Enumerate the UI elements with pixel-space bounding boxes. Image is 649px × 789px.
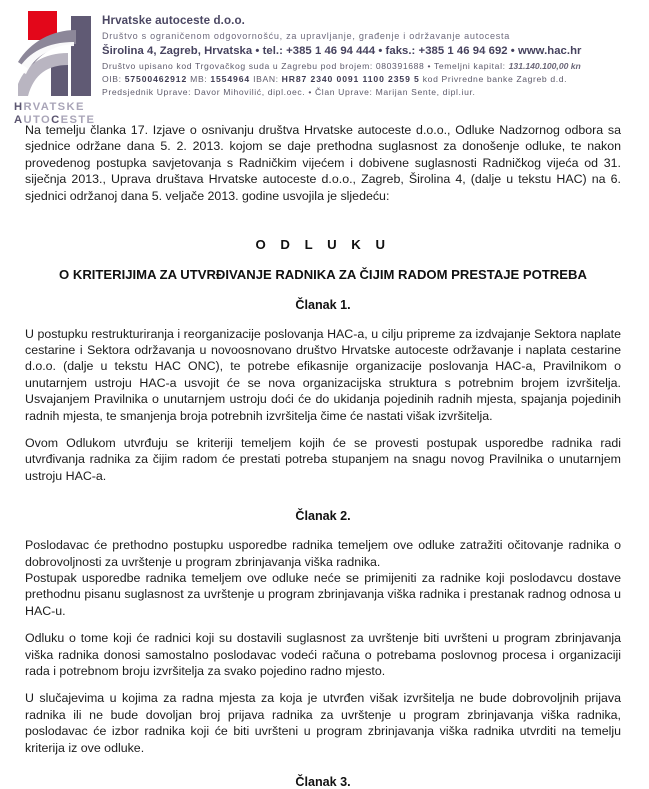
oib-label: OIB: [102, 74, 125, 84]
company-name: Hrvatske autoceste d.o.o. [102, 14, 245, 27]
spacer [25, 312, 621, 326]
article-2-heading: Članak 2. [295, 509, 351, 524]
mb-value: 1554964 [210, 74, 251, 84]
article-1-paragraph-1: U postupku restrukturiranja i reorganizacije poslovanja HAC-a, u cilju pripreme za izdvajanje Sektora naplate cestarine i Sektora održavanja u novoosnovano društvo Hrvatske autoceste održavanje i naplata cestarine d.o.o. (dalje u tekstu HAC ONC), te potrebe efikasnije organizacije poslovanja HAC-a, Pravilnikom o unutarnjem ustroju HAC-a usvojit će se nova organizacijska struktura s potrebnim brojem izvršitelja. Usvajanjem Pravilnika o unutarnjem ustroju doći će do ukidanja pojedinih radnih mjesta, spajanja pojedinih radnih mjesta, te smanjenja broja potrebnih izvršitelja čime će nastati višak izvršitelja. [25, 326, 621, 423]
article-2-paragraph-2: Postupak usporedbe radnika temeljem ove odluke neće se primijeniti za radnike koji poslodavcu dostave prethodnu pisanu suglasnost za uvrštenje u program zbrinjavanja viška radnika i prestanak radnog odnosa u HAC-u. [25, 571, 621, 618]
spacer [25, 495, 621, 509]
mb-label: MB: [187, 74, 211, 84]
logo-wordmark-line1-cap: H [14, 101, 24, 113]
article-3-heading: Članak 3. [295, 775, 351, 789]
registry-text: Društvo upisano kod Trgovačkog suda u Zagrebu pod brojem: 080391688 • Temeljni kapital: [102, 61, 509, 71]
preamble-paragraph: Na temelju članka 17. Izjave o osnivanju društva Hrvatske autoceste d.o.o., Odluke Nadzornog odbora sa sjednice održane dana 5. 2. 2013. kojom se daje prethodna suglasnost za donošenje odluke, te nakon provedenog postupka savjetovanja s Radničkim vijećem i dobivene suglasnosti Radničkog vijeća od 31. siječnja 2013., Uprava društava Hrvatske autoceste d.o.o., Zagreb, Širolina 4, (dalje u tekstu HAC) na 6. sjednici održanoj dana 5. veljače 2013. godine usvojila je sljedeću: [25, 123, 621, 203]
company-identifiers-line [102, 74, 647, 84]
bank-name: kod Privredne banke Zagreb d.d. [419, 74, 568, 84]
iban-label: IBAN: [250, 74, 282, 84]
spacer [25, 252, 621, 266]
document-subtitle: O KRITERIJIMA ZA UTVRĐIVANJE RADNIKA ZA ČIJIM RADOM PRESTAJE POTREBA [59, 267, 587, 283]
hac-logo-icon [14, 8, 98, 98]
logo-wordmark-line2-cap: A [14, 114, 24, 127]
spacer [25, 523, 621, 537]
logo-wordmark-line1-rest: RVATSKE [23, 101, 85, 113]
logo-wordmark-line1 [14, 101, 102, 114]
article-2-paragraph-4: U slučajevima u kojima za radna mjesta za koja je utvrđen višak izvršitelja ne bude dobrovoljnih prijava radnika ili ne bude dovoljan broj prijava radnika za uvrštenje u program zbrinjavanja viška radnika, poslodavac će izbor radnika koji će biti uvršteni u program zbrinjavanja viška radnika utvrditi na temelju kriterija iz ove odluke. [25, 691, 621, 755]
share-capital-value: 131.140.100,00 kn [508, 61, 581, 71]
article-2-paragraph-1: Poslodavac će prethodno postupku usporedbe radnika temeljem ove odluke zatražiti očitovanje radnika o dobrovoljnosti za uvrštenje u program zbrinjavanja viška radnika. [25, 538, 621, 569]
company-description: Društvo s ograničenom odgovornošću, za upravljanje, građenje i održavanje autocesta [102, 31, 511, 41]
letterhead [0, 0, 649, 127]
spacer [25, 215, 621, 237]
spacer [25, 767, 621, 775]
article-2-paragraph-3: Odluku o tome koji će radnici koji su dostavili suglasnost za uvrštenje biti uvršteni u program zbrinjavanja viška radnika donosi samostalno poslodavac vodeći računa o potrebama poslovnog procesa i organizaciji rada i potrebnom broju izvršitelja za svako pojedino radno mjesto. [25, 631, 621, 679]
oib-value: 57500462912 [124, 74, 188, 84]
article-1-heading: Članak 1. [295, 297, 351, 312]
company-contact-line: Širolina 4, Zagreb, Hrvatska • tel.: +385 1 46 94 444 • faks.: +385 1 46 94 692 • www.hac.hr [102, 45, 582, 57]
company-logo [0, 8, 102, 127]
iban-value: HR87 2340 0091 1100 2359 5 [281, 74, 420, 84]
article-1-paragraph-2: Ovom Odlukom utvrđuju se kriteriji temeljem kojih će se provesti postupak usporedbe radnika radi utvrđivanja radnika za čijim radom će prestati potreba stupanjem na snagu novog Pravilnika o unutarnjem ustroju HAC-a. [25, 435, 621, 483]
logo-wordmark-line2-cap2: C [51, 114, 61, 127]
document-title: O D L U K U [255, 237, 391, 253]
letterhead-text-block [102, 8, 649, 100]
company-registry-line [102, 61, 647, 71]
spacer [25, 284, 621, 298]
company-management-line: Predsjednik Uprave: Davor Mihovilić, dipl.oec. • Član Uprave: Marijan Sente, dipl.iur. [102, 87, 476, 97]
logo-wordmark-line2-rest: ESTE [60, 114, 96, 127]
document-body [0, 122, 649, 789]
logo-wordmark-line2-mid: UTO [23, 114, 52, 127]
